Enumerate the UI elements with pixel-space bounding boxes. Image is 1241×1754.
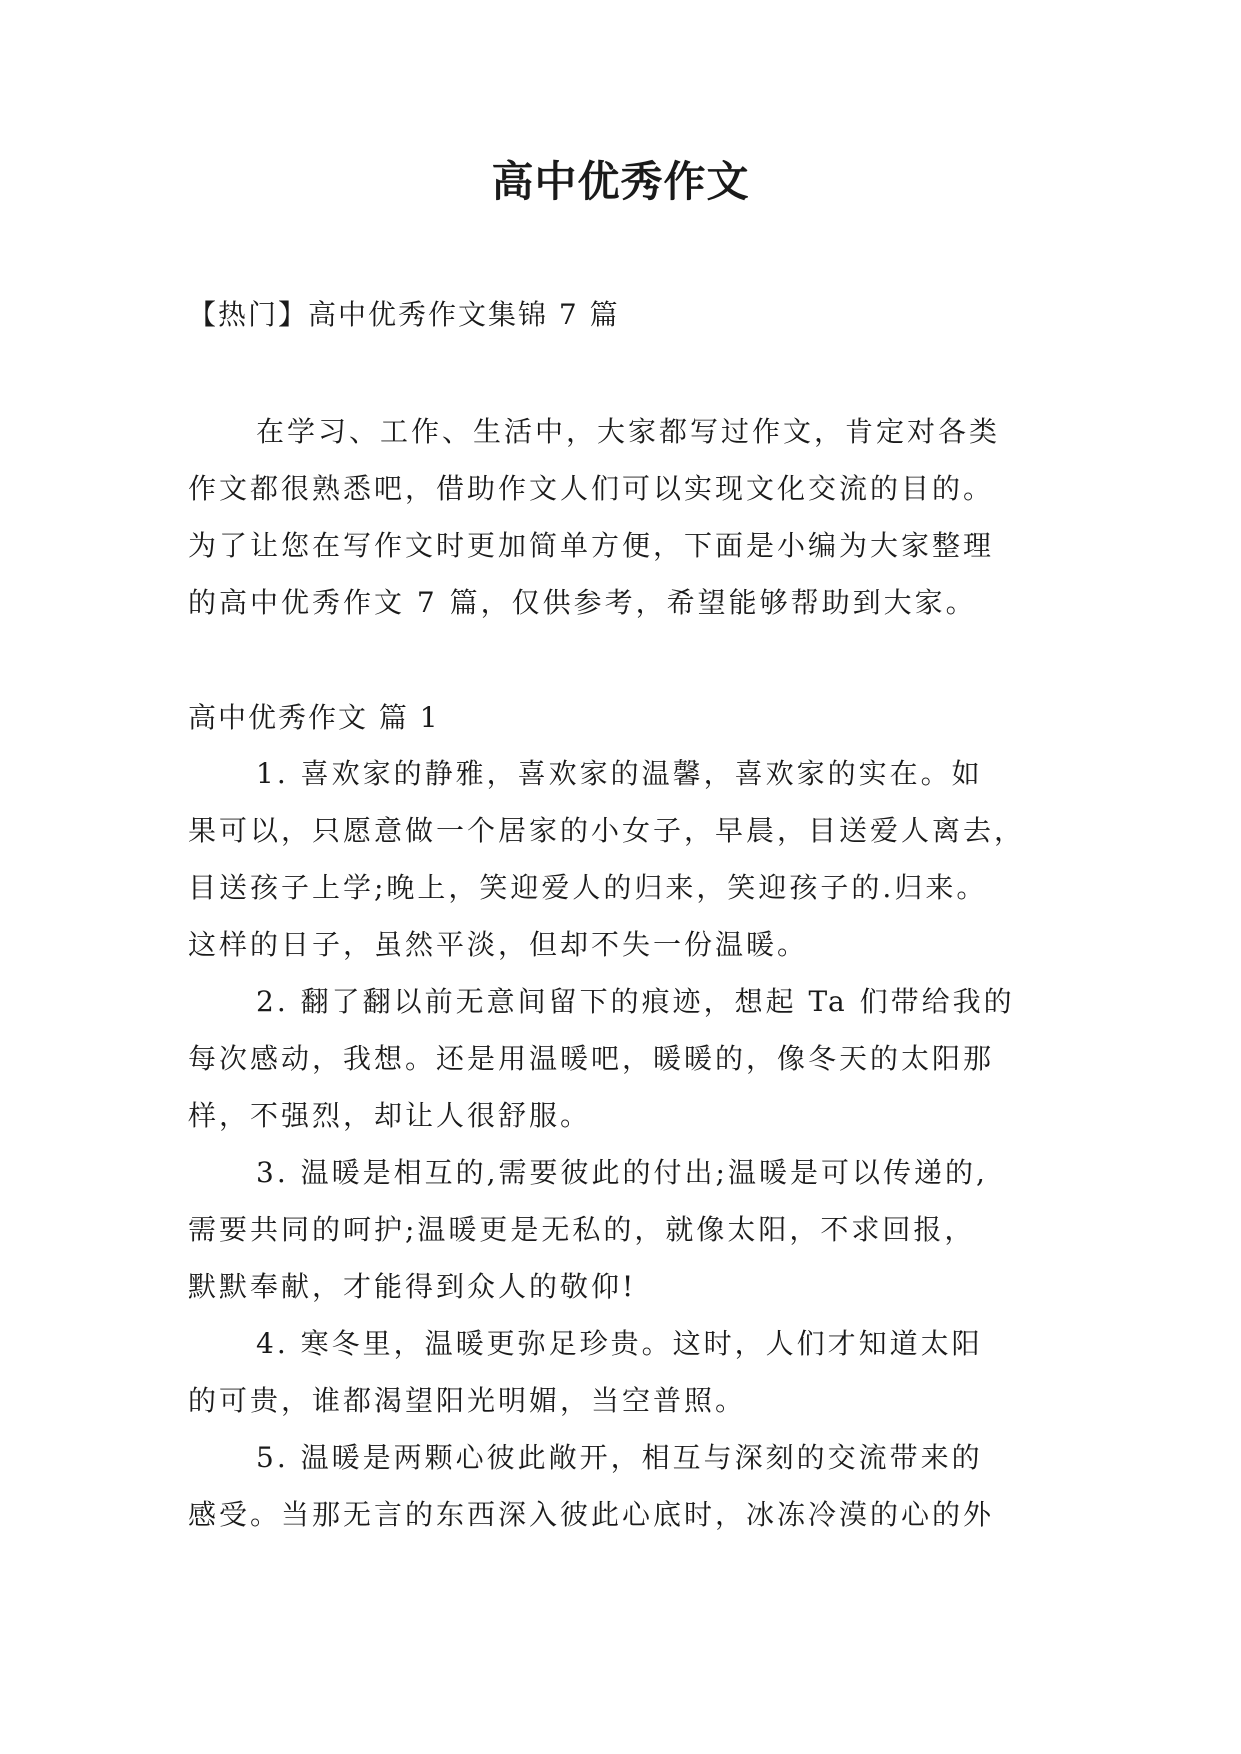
item-line: 这样的日子，虽然平淡，但却不失一份温暖。 [188, 928, 809, 961]
item-line: 需要共同的呵护;温暖更是无私的，就像太阳，不求回报， [188, 1213, 976, 1246]
item-line: 果可以，只愿意做一个居家的小女子，早晨，目送爱人离去， [188, 814, 1026, 847]
item-line: 感受。当那无言的东西深入彼此心底时，冰冻冷漠的心的外 [188, 1498, 995, 1531]
item-line: 样，不强烈，却让人很舒服。 [188, 1099, 592, 1132]
document-title: 高中优秀作文 [491, 157, 750, 206]
section-heading: 高中优秀作文 篇 1 [188, 701, 440, 734]
intro-line: 为了让您在写作文时更加简单方便，下面是小编为大家整理 [188, 529, 995, 562]
intro-paragraph [188, 403, 1068, 631]
intro-line: 在学习、工作、生活中，大家都写过作文，肯定对各类 [256, 415, 1001, 448]
item-line: 5. 温暖是两颗心彼此敞开，相互与深刻的交流带来的 [256, 1441, 983, 1474]
item-line: 4. 寒冬里，温暖更弥足珍贵。这时，人们才知道太阳 [256, 1327, 983, 1360]
item-line: 3. 温暖是相互的,需要彼此的付出;温暖是可以传递的, [256, 1156, 988, 1189]
section-body [188, 745, 1068, 1543]
item-line: 的可贵，谁都渴望阳光明媚，当空普照。 [188, 1384, 747, 1417]
item-line: 默默奉献，才能得到众人的敬仰! [188, 1270, 637, 1303]
document-subtitle: 【热门】高中优秀作文集锦 7 篇 [188, 298, 620, 331]
item-line: 每次感动，我想。还是用温暖吧，暖暖的，像冬天的太阳那 [188, 1042, 995, 1075]
item-line: 目送孩子上学;晚上，笑迎爱人的归来，笑迎孩子的.归来。 [188, 871, 988, 904]
intro-line: 的高中优秀作文 7 篇，仅供参考，希望能够帮助到大家。 [188, 586, 977, 619]
intro-line: 作文都很熟悉吧，借助作文人们可以实现文化交流的目的。 [188, 472, 995, 505]
item-line: 1. 喜欢家的静雅，喜欢家的温馨，喜欢家的实在。如 [256, 757, 983, 790]
item-line: 2. 翻了翻以前无意间留下的痕迹，想起 Ta 们带给我的 [256, 985, 1015, 1018]
